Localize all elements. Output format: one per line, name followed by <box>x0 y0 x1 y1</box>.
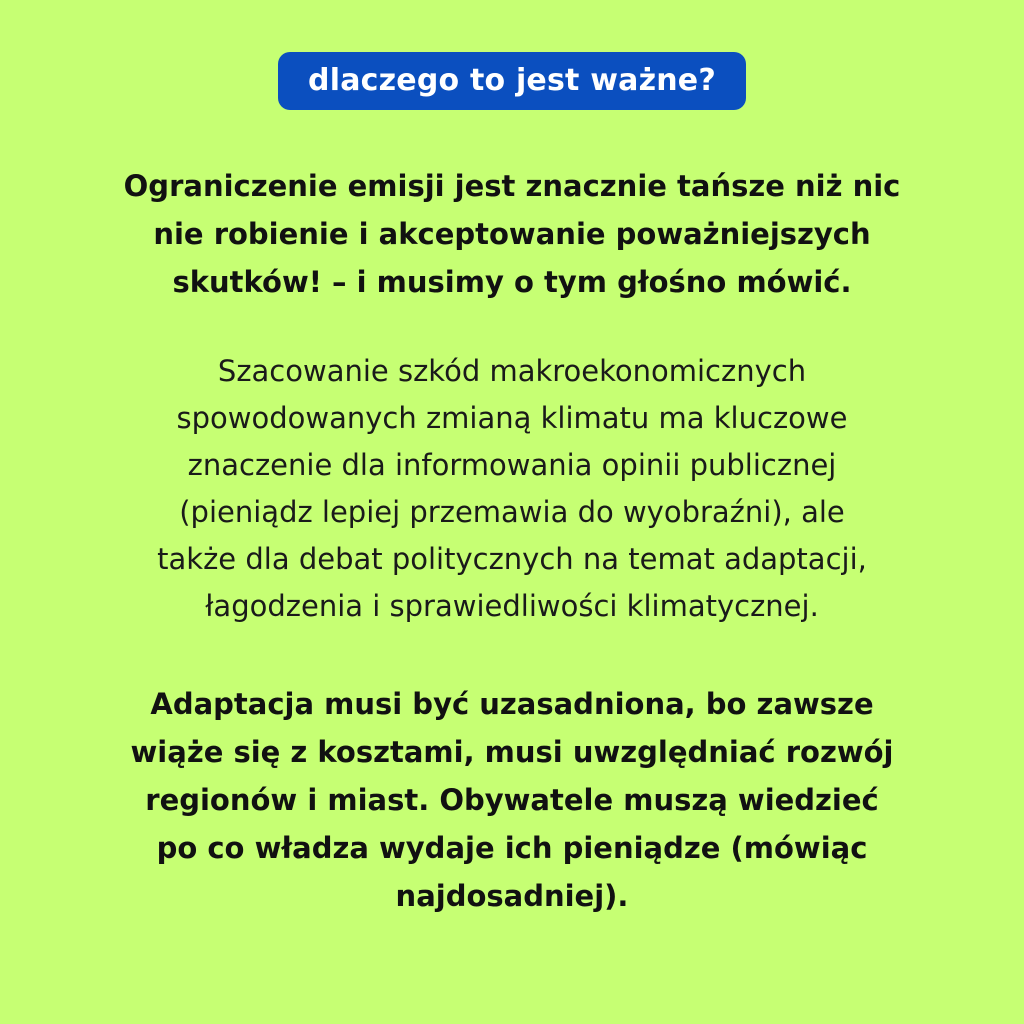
paragraph-line: Ograniczenie emisji jest znacznie tańsze niż nic <box>123 169 901 203</box>
heading-badge-label: dlaczego to jest ważne? <box>308 63 716 98</box>
paragraph-line: skutków! – i musimy o tym głośno mówić. <box>172 265 852 299</box>
body-paragraph-damages <box>60 348 964 630</box>
paragraph-line: nie robienie i akceptowanie poważniejszych <box>153 217 871 251</box>
paragraph-line: (pieniądz lepiej przemawia do wyobraźni), ale <box>179 495 845 529</box>
paragraph-line: także dla debat politycznych na temat adaptacji, <box>157 542 867 576</box>
paragraph-line: regionów i miast. Obywatele muszą wiedzieć <box>145 783 879 817</box>
paragraph-line: spowodowanych zmianą klimatu ma kluczowe <box>176 401 848 435</box>
emphasis-paragraph-adaptation <box>60 680 964 920</box>
paragraph-line: Szacowanie szkód makroekonomicznych <box>217 354 807 388</box>
emphasis-paragraph-emissions <box>60 162 964 306</box>
heading-badge <box>278 52 746 110</box>
paragraph-line: wiąże się z kosztami, musi uwzględniać rozwój <box>130 735 894 769</box>
paragraph-line: Adaptacja musi być uzasadniona, bo zawsze <box>150 687 874 721</box>
paragraph-line: po co władza wydaje ich pieniądze (mówiąc <box>156 831 868 865</box>
paragraph-line: najdosadniej). <box>395 879 629 913</box>
paragraph-line: łagodzenia i sprawiedliwości klimatycznej. <box>205 589 819 623</box>
paragraph-line: znaczenie dla informowania opinii publicznej <box>187 448 837 482</box>
